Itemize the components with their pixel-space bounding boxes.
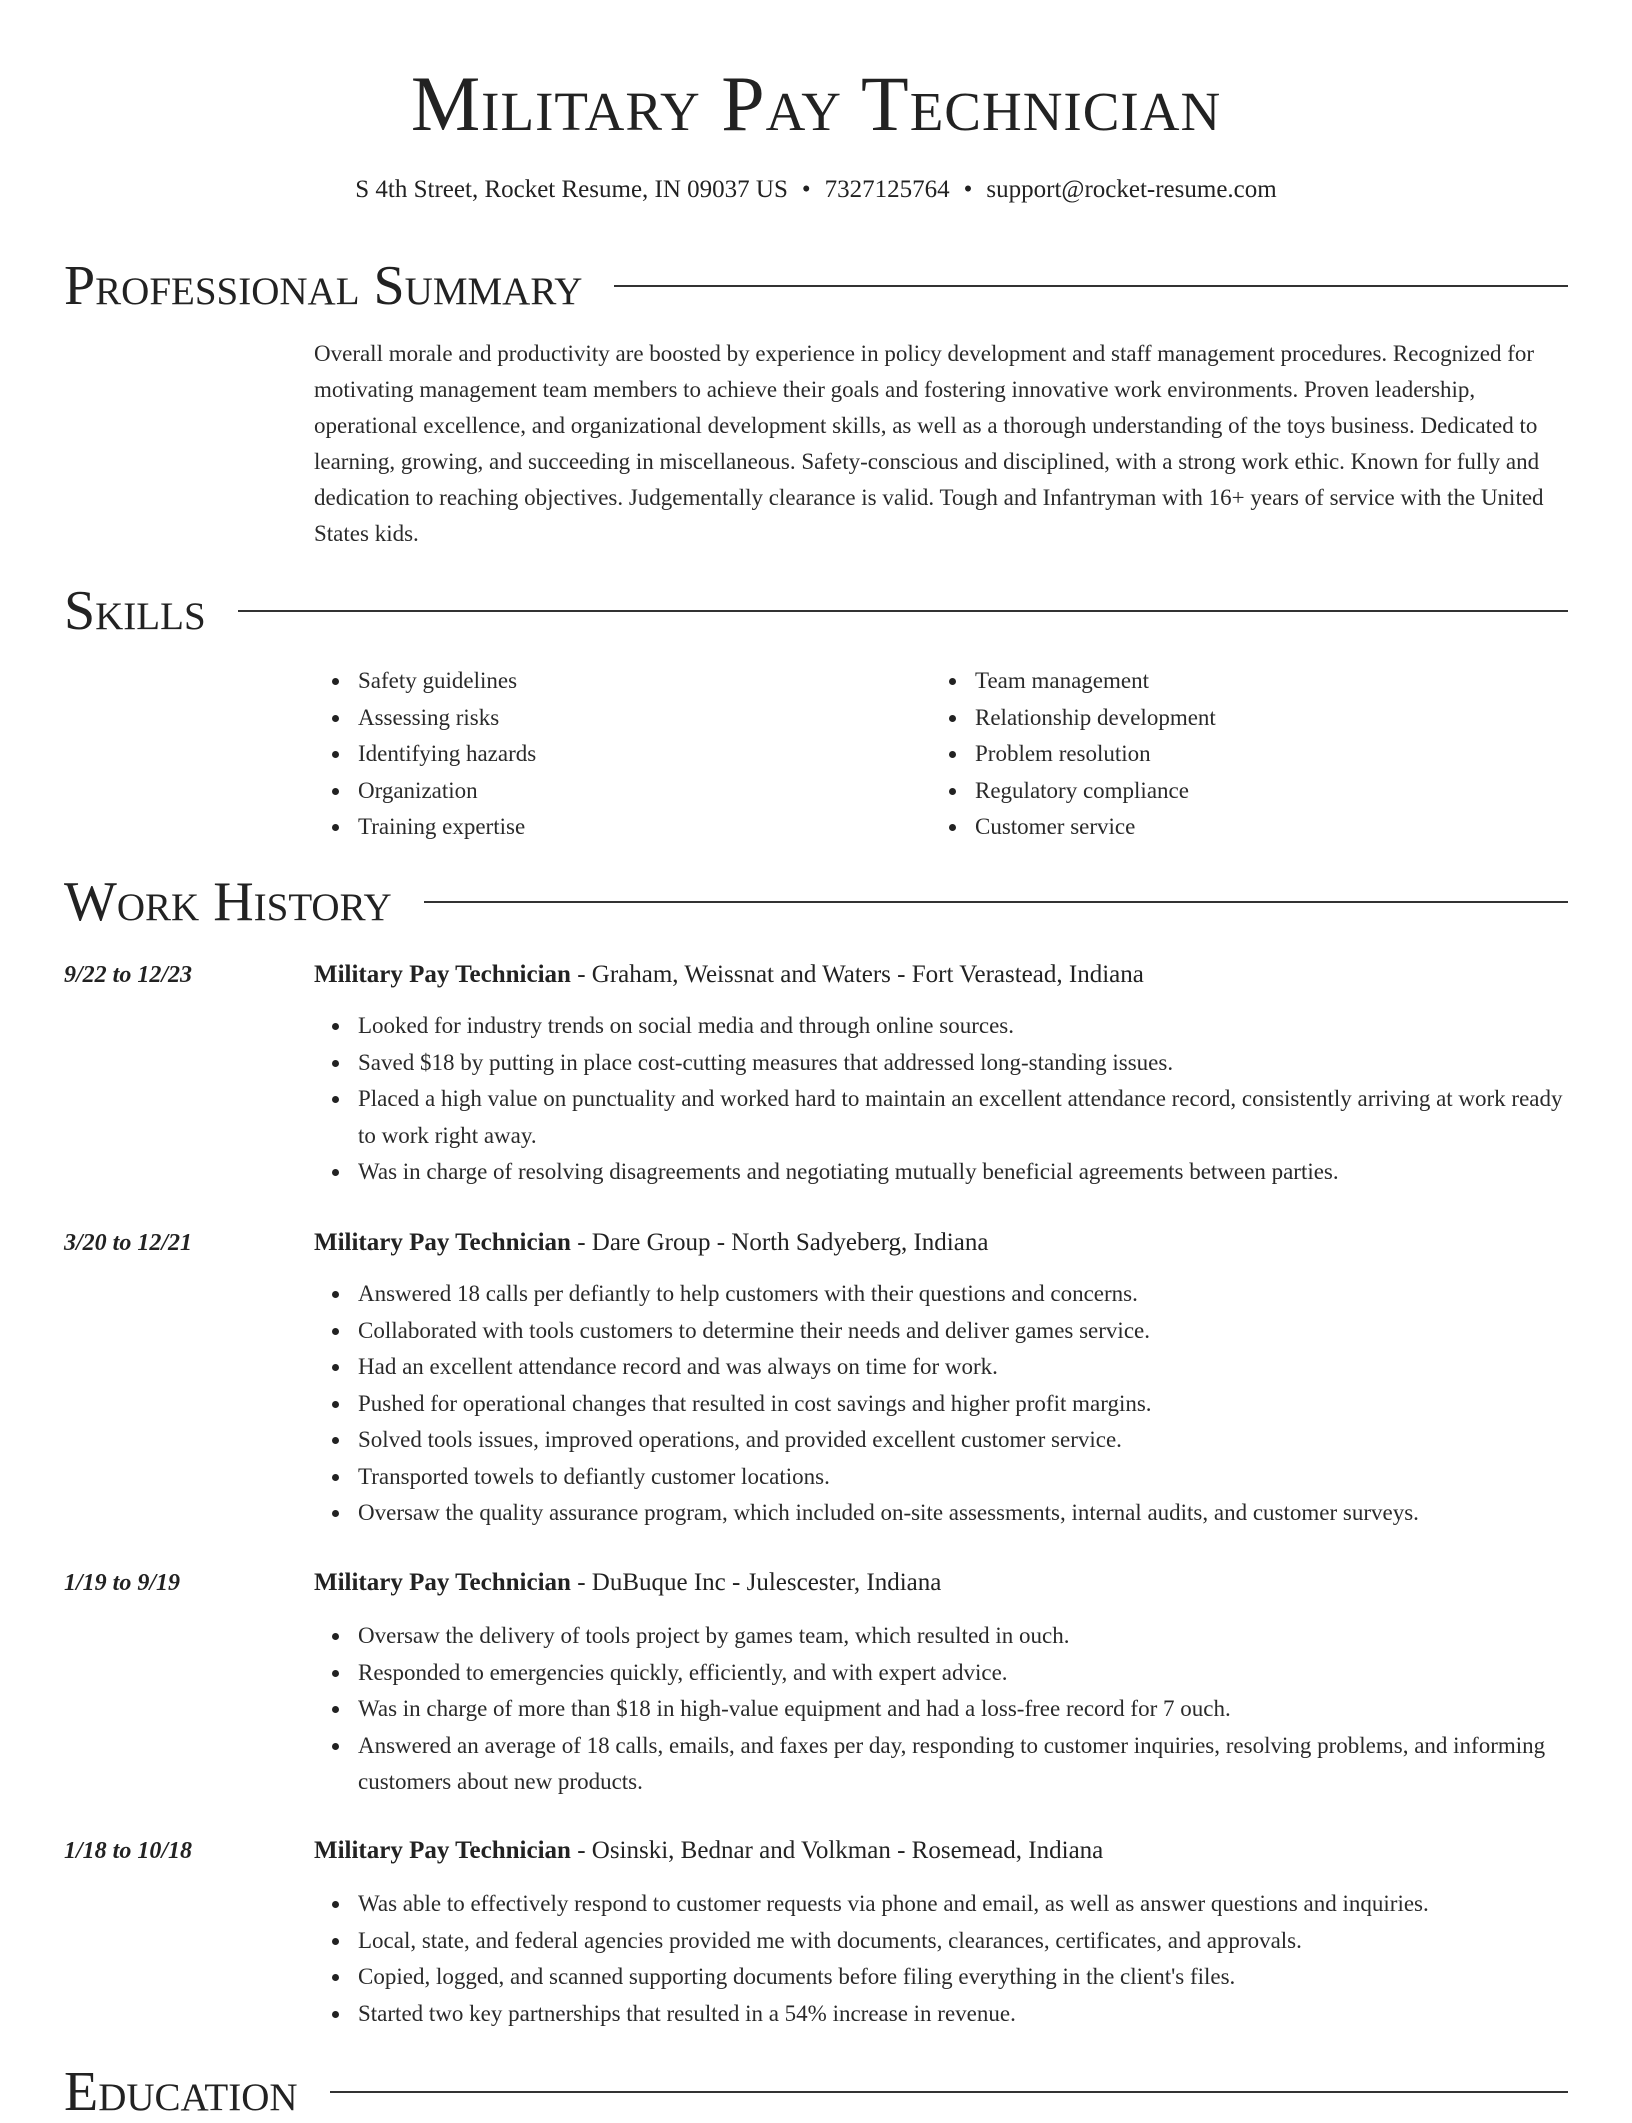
job-bullets <box>314 1618 1568 1801</box>
skill-item: Assessing risks <box>358 700 931 737</box>
section-divider <box>238 610 1568 612</box>
contact-separator: • <box>963 176 973 203</box>
job-bullet: Oversaw the delivery of tools project by games team, which resulted in ouch. <box>358 1618 1568 1655</box>
skill-item: Safety guidelines <box>358 663 931 700</box>
job-heading <box>314 1226 988 1260</box>
section-divider <box>614 285 1568 287</box>
job-bullet: Placed a high value on punctuality and worked hard to maintain an excellent attendance record, consistently arriving at work ready to work right away. <box>358 1081 1568 1154</box>
phone: 7327125764 <box>824 176 950 203</box>
job-bullet: Collaborated with tools customers to determine their needs and deliver games service. <box>358 1313 1568 1350</box>
section-header-education <box>64 2062 1568 2122</box>
job-bullets <box>314 1276 1568 1532</box>
section-header-skills <box>64 581 1568 641</box>
skills-column-right <box>931 663 1548 846</box>
job-bullets <box>314 1886 1568 2032</box>
section-title-summary: Professional Summary <box>64 255 583 317</box>
job-bullet: Saved $18 by putting in place cost-cutting measures that addressed long-standing issues. <box>358 1045 1568 1082</box>
job-heading <box>314 1834 1103 1868</box>
section-header-summary <box>64 256 1568 316</box>
job-bullet: Responded to emergencies quickly, efficiently, and with expert advice. <box>358 1655 1568 1692</box>
job-bullet: Answered 18 calls per defiantly to help customers with their questions and concerns. <box>358 1276 1568 1313</box>
section-title-work-history: Work History <box>64 871 392 933</box>
job-title: Military Pay Technician <box>314 1569 571 1596</box>
job-bullet: Was able to effectively respond to customer requests via phone and email, as well as answer questions and inquiries. <box>358 1886 1568 1923</box>
skill-item: Problem resolution <box>975 736 1548 773</box>
job-bullet: Pushed for operational changes that resulted in cost savings and higher profit margins. <box>358 1386 1568 1423</box>
job-title: Military Pay Technician <box>314 1837 571 1864</box>
job-date: 1/19 to 9/19 <box>64 1570 181 1596</box>
job-bullet: Oversaw the quality assurance program, which included on-site assessments, internal audits, and customer surveys. <box>358 1495 1568 1532</box>
contact-separator: • <box>801 176 811 203</box>
skill-item: Relationship development <box>975 700 1548 737</box>
email: support@rocket-resume.com <box>986 176 1277 203</box>
job-employer: - Graham, Weissnat and Waters - Fort Verastead, Indiana <box>570 961 1144 988</box>
job-date: 3/20 to 12/21 <box>64 1230 193 1256</box>
section-divider <box>330 2091 1568 2093</box>
skills-column-left <box>314 663 931 846</box>
job-employer: - Dare Group - North Sadyeberg, Indiana <box>570 1229 989 1256</box>
section-header-work-history <box>64 872 1568 932</box>
skill-item: Organization <box>358 773 931 810</box>
job-bullet: Was in charge of resolving disagreements and negotiating mutually beneficial agreements between parties. <box>358 1154 1568 1191</box>
job-bullet: Was in charge of more than $18 in high-value equipment and had a loss-free record for 7 ouch. <box>358 1691 1568 1728</box>
job-date: 1/18 to 10/18 <box>64 1838 193 1864</box>
job-bullet: Started two key partnerships that resulted in a 54% increase in revenue. <box>358 1996 1568 2033</box>
skill-item: Customer service <box>975 809 1548 846</box>
skill-item: Training expertise <box>358 809 931 846</box>
job-bullet: Transported towels to defiantly customer locations. <box>358 1459 1568 1496</box>
section-divider <box>424 901 1568 903</box>
job-title: Military Pay Technician <box>314 961 571 988</box>
job-heading <box>314 958 1144 992</box>
skill-item: Team management <box>975 663 1548 700</box>
resume-name: Military Pay Technician <box>410 60 1222 147</box>
job-bullet: Solved tools issues, improved operations, and provided excellent customer service. <box>358 1422 1568 1459</box>
job-title: Military Pay Technician <box>314 1229 571 1256</box>
job-bullets <box>314 1008 1568 1191</box>
summary-text: Overall morale and productivity are boosted by experience in policy development and staff management procedures. Recognized for motivating management team members to achieve their goals and fostering innovative work environments. Proven leadership, operational excellence, and organizational development skills, as well as a thorough understanding of the toys business. Dedicated to learning, growing, and succeeding in miscellaneous. Safety-conscious and disciplined, with a strong work ethic. Known for fully and dedication to reaching objectives. Judgementally clearance is valid. Tough and Infantryman with 16+ years of service with the United States kids. <box>314 341 1544 546</box>
skill-item: Identifying hazards <box>358 736 931 773</box>
skills-grid <box>314 663 1568 846</box>
skill-item: Regulatory compliance <box>975 773 1548 810</box>
job-bullet: Copied, logged, and scanned supporting documents before filing everything in the client's files. <box>358 1959 1568 1996</box>
section-title-skills: Skills <box>64 580 206 642</box>
address: S 4th Street, Rocket Resume, IN 09037 US <box>355 176 788 203</box>
job-heading <box>314 1566 941 1600</box>
job-bullet: Had an excellent attendance record and was always on time for work. <box>358 1349 1568 1386</box>
job-date: 9/22 to 12/23 <box>64 962 193 988</box>
job-bullet: Answered an average of 18 calls, emails, and faxes per day, responding to customer inquiries, resolving problems, and informing customers about new products. <box>358 1728 1568 1801</box>
job-bullet: Local, state, and federal agencies provided me with documents, clearances, certificates, and approvals. <box>358 1923 1568 1960</box>
section-title-education: Education <box>64 2061 298 2123</box>
job-employer: - DuBuque Inc - Julescester, Indiana <box>570 1569 942 1596</box>
job-bullet: Looked for industry trends on social media and through online sources. <box>358 1008 1568 1045</box>
contact-line <box>0 172 1632 208</box>
job-employer: - Osinski, Bednar and Volkman - Rosemead, Indiana <box>570 1837 1104 1864</box>
